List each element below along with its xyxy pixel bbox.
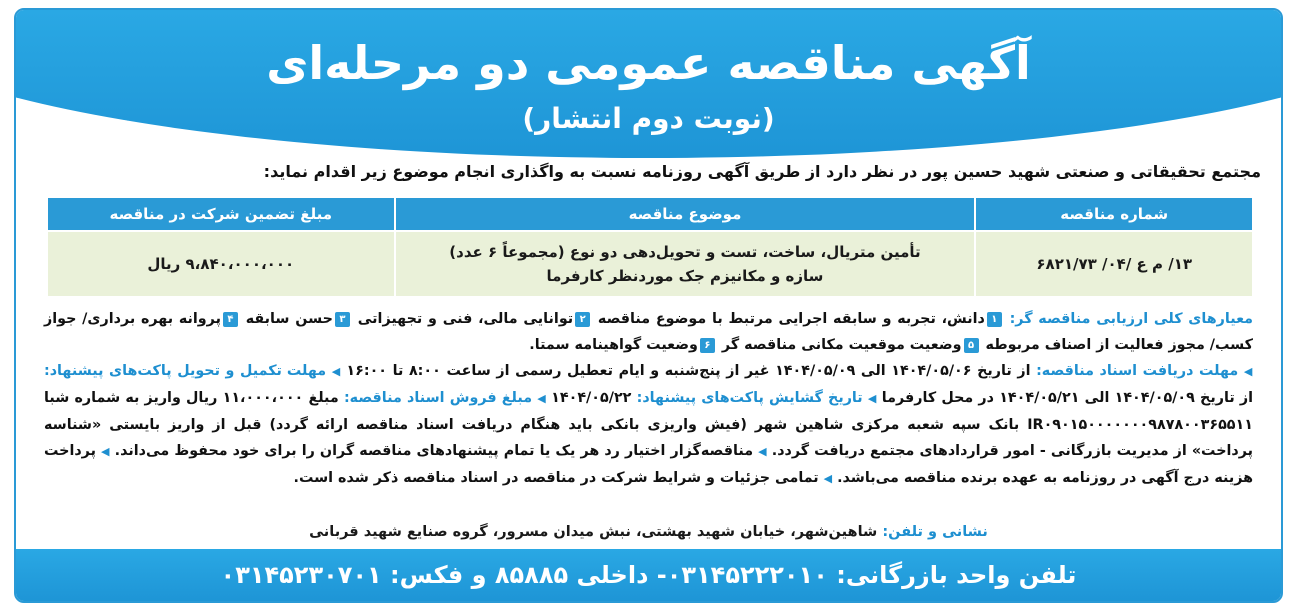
price-text: مبلغ ۱۱،۰۰۰،۰۰۰ ریال واریز به شماره شبا IR۰۹۰۱۵۰۰۰۰۰۰۰۹۸۷۸۰۰۳۶۵۵۱۱ بانک سپه شعبه مرکزی شاهین شهر (فیش واریزی بانکی باید هنگام دریافت اسناد مناقصه ارائه گردد) قبل از واریز بایستی «شناسه پرداخت» از مدیریت بازرگانی - امور قراردادهای مجتمع دریافت گردد. (44, 390, 1253, 459)
badge-4: ۴ (223, 312, 238, 327)
tender-number: ۱۳/ م ع /۰۴/ ۶۸۲۱/۷۳ (975, 231, 1253, 297)
table-row (47, 231, 1253, 297)
bullet-icon: ◀ (867, 392, 877, 405)
tender-subject (395, 231, 976, 297)
bullet-icon: ◀ (537, 392, 546, 405)
address-line (16, 524, 1281, 540)
header-guarantee-amount: مبلغ تضمین شرکت در مناقصه (47, 197, 395, 231)
price-label: مبلغ فروش اسناد مناقصه: (343, 390, 533, 406)
opening-label: تاریخ گشایش پاکت‌های پیشنهاد: (636, 390, 863, 406)
bullet-icon: ◀ (758, 445, 767, 458)
body-text (44, 306, 1253, 492)
guarantee-amount: ۹،۸۴۰،۰۰۰،۰۰۰ ریال (47, 231, 395, 297)
submit-text: از تاریخ ۱۴۰۴/۰۵/۰۹ الی ۱۴۰۴/۰۵/۲۱ در محل کارفرما (881, 390, 1254, 406)
badge-2: ۲ (575, 312, 590, 327)
tender-subject-line1: تأمین متریال، ساخت، تست و تحویل‌دهی دو نوع (مجموعاً ۶ عدد) (449, 243, 921, 261)
tender-subject-line2: سازه و مکانیزم جک موردنظر کارفرما (546, 267, 824, 285)
opening-text: ۱۴۰۴/۰۵/۲۲ (551, 390, 632, 406)
criteria-item-5: وضعیت موقعیت مکانی مناقصه گر (721, 337, 962, 353)
receive-label: مهلت دریافت اسناد مناقصه: (1036, 363, 1239, 379)
table-header-row (47, 197, 1253, 231)
tender-table (46, 196, 1254, 298)
criteria-item-4: پروانه بهره برداری/ جواز کسب/ مجوز فعالیت از اصناف مربوطه (44, 311, 1253, 353)
badge-6: ۶ (700, 338, 715, 353)
cost-text: پرداخت هزینه درج آگهی در روزنامه به عهده برنده مناقصه می‌باشد. (44, 443, 1253, 486)
ad-subtitle: (نوبت دوم انتشار) (522, 102, 775, 135)
criteria-item-3: حسن سابقه (245, 311, 333, 327)
intro-text: مجتمع تحقیقاتی و صنعتی شهید حسین پور در نظر دارد از طریق آگهی روزنامه نسبت به واگذاری انجام موضوع زیر اقدام نماید: (263, 162, 1261, 181)
receive-text: از تاریخ ۱۴۰۴/۰۵/۰۶ الی ۱۴۰۴/۰۵/۰۹ غیر از پنج‌شنبه و ایام تعطیل رسمی از ساعت ۸:۰۰ تا ۱۶:۰۰ (346, 363, 1031, 379)
submit-label: مهلت تکمیل و تحویل پاکت‌های پیشنهاد: (44, 363, 327, 379)
header-tender-subject: موضوع مناقصه (395, 197, 976, 231)
badge-1: ۱ (987, 312, 1002, 327)
criteria-item-6: وضعیت گواهینامه سمتا. (529, 337, 698, 353)
criteria-item-2: توانایی مالی، فنی و تجهیزاتی (357, 311, 574, 327)
bullet-icon: ◀ (823, 472, 833, 485)
footer-phone: تلفن واحد بازرگانی: ۰۳۱۴۵۲۲۲۰۱۰- داخلی ۸۵۸۸۵ و فکس: ۰۳۱۴۵۲۳۰۷۰۱ (16, 549, 1281, 601)
address-label: نشانی و تلفن: (882, 524, 988, 540)
bullet-icon: ◀ (101, 445, 110, 458)
bullet-icon: ◀ (1243, 365, 1253, 378)
header-tender-number: شماره مناقصه (975, 197, 1253, 231)
rights-text: مناقصه‌گزار اختیار رد هر یک یا تمام پیشنهادهای مناقصه گران را برای خود محفوظ می‌داند. (114, 443, 754, 459)
terms-text: تمامی جزئیات و شرایط شرکت در مناقصه در اسناد مناقصه ذکر شده است. (293, 470, 819, 486)
criteria-label: معیارهای کلی ارزیابی مناقصه گر: (1009, 311, 1254, 327)
badge-3: ۳ (335, 312, 350, 327)
badge-5: ۵ (964, 338, 979, 353)
ad-title: آگهی مناقصه عمومی دو مرحله‌ای (266, 36, 1031, 90)
address-text: شاهین‌شهر، خیابان شهید بهشتی، نبش میدان مسرور، گروه صنایع شهید قربانی (309, 524, 878, 540)
bullet-icon: ◀ (331, 365, 341, 378)
criteria-item-1: دانش، تجربه و سابقه اجرایی مرتبط با موضوع مناقصه (597, 311, 985, 327)
tender-ad-frame (14, 8, 1283, 603)
